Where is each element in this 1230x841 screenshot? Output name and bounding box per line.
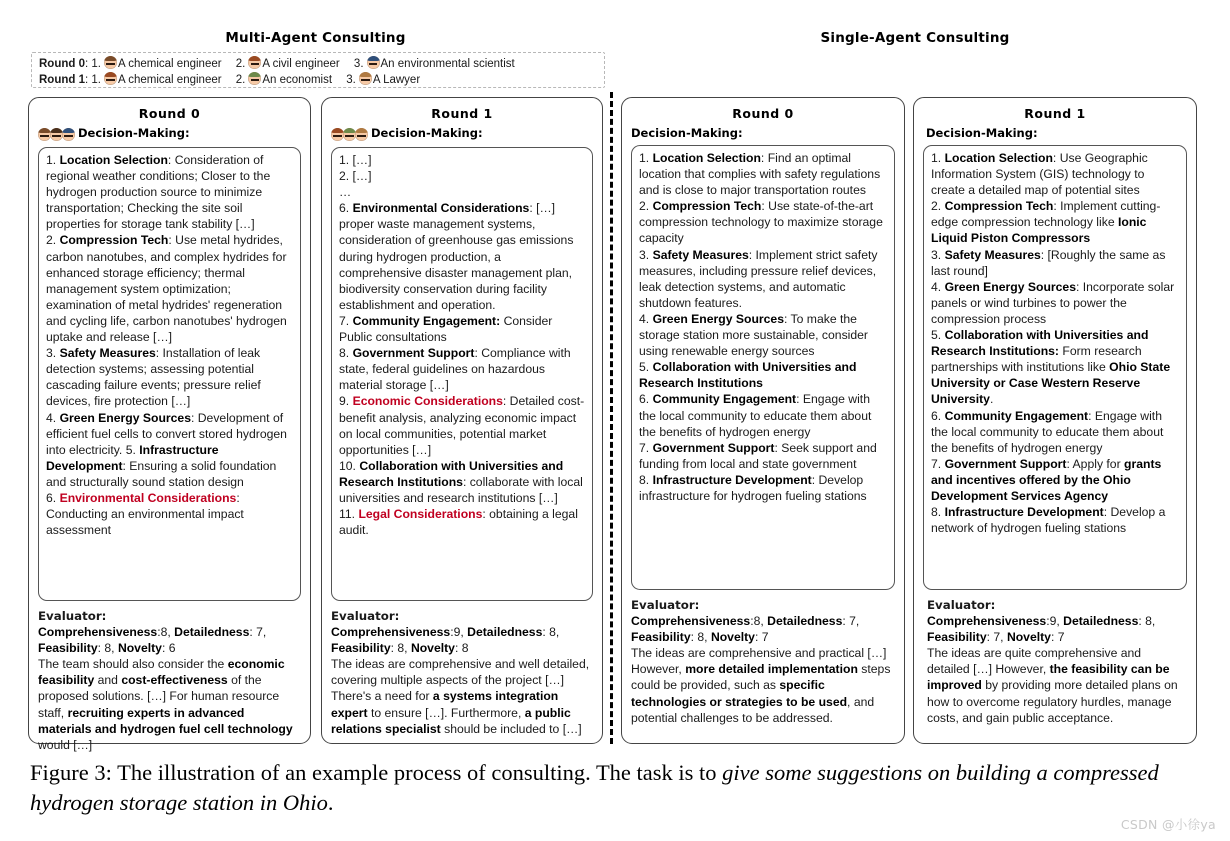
face-icon	[62, 128, 75, 141]
evaluator-title: Evaluator:	[331, 609, 400, 623]
evaluator-feedback: The ideas are comprehensive and practical […] However, more detailed implementation steps could be provided, such as specific technologies or strategies to be used, and potential challenges to be addressed.	[631, 646, 891, 725]
decision-content-box	[631, 145, 895, 590]
decision-making-text: Decision-Making:	[78, 126, 190, 140]
roster-member-number: 1.	[91, 74, 101, 86]
single-agent-round0-card	[621, 97, 905, 744]
agent-avatar-group	[331, 128, 367, 142]
decision-text: 1. Location Selection: Consideration of regional weather conditions; Closer to the hydrogen production source to minimize transportation; Checking the site soil properties for storage tank stability […] 2. Compression Tech: Use metal hydrides, carbon nanotubes, and complex hydrides for enhanced storage efficiency; thermal management system optimization; examination of metal hydrides' regeneration and cycling life, carbon nanotubes' hydrogen uptake and release […] 3. Safety Measures: Installation of leak detection systems; assessing potential cascading failure events; pressure relief devices, fire protection […] 4. Green Energy Sources: Development of efficient fuel cells to convert stored hydrogen into electricity. 5. Infrastructure Development: Ensuring a solid foundation and structurally sound station design 6. Environmental Considerations: Conducting an environmental impact assessment	[46, 153, 287, 538]
roster-member-name: A Lawyer	[372, 74, 421, 86]
evaluator-title: Evaluator:	[38, 609, 107, 623]
roster-separator: :	[85, 58, 89, 70]
roster-member-name: An environmental scientist	[380, 58, 515, 70]
face-icon	[104, 72, 117, 85]
roster-member	[346, 74, 420, 86]
face-icon	[248, 56, 261, 69]
roster-separator: :	[85, 74, 89, 86]
roster-member-name: An economist	[262, 74, 333, 86]
evaluator-title: Evaluator:	[927, 598, 996, 612]
evaluator-scores: Comprehensiveness:8, Detailedness: 7, Feasibility: 8, Novelty: 6	[38, 625, 267, 656]
decision-text: 1. […] 2. […] … 6. Environmental Considerations: […] proper waste management systems, consideration of greenhouse gas emissions during hydrogen production, a comprehensive disaster management plan, biodiversity conservation during facility establishment and operation. 7. Community Engagement: Consider Public consultations 8. Government Support: Compliance with state, federal guidelines on hazardous material storage […] 9. Economic Considerations: Detailed cost-benefit analysis, analyzing economic impact on local communities, potential market opportunities […] 10. Collaboration with Universities and Research Institutions: collaborate with local universities and research institutions […] 11. Legal Considerations: obtaining a legal audit.	[339, 153, 585, 538]
roster-row-1	[39, 72, 598, 88]
roster-round-label: Round 0	[39, 58, 85, 70]
round-title: Round 0	[732, 106, 794, 121]
single-agent-round1-card	[913, 97, 1197, 744]
multi-agent-round0-card	[28, 97, 311, 752]
decision-making-label	[331, 126, 593, 142]
evaluator-title: Evaluator:	[631, 598, 700, 612]
single-agent-column-title: Single-Agent Consulting	[820, 30, 1010, 46]
evaluator-feedback: The ideas are comprehensive and well detailed, covering multiple aspects of the project […] There's a need for a systems integration expert to ensure […]. Furthermore, a public relations specialist should be included to […]	[331, 657, 590, 736]
evaluator-section	[331, 608, 593, 737]
face-icon	[248, 72, 261, 85]
evaluator-scores: Comprehensiveness:9, Detailedness: 8, Feasibility: 7, Novelty: 7	[927, 614, 1156, 645]
watermark: CSDN @小徐ya	[1120, 817, 1216, 832]
decision-text: 1. Location Selection: Use Geographic Information System (GIS) technology to create a detailed map of potential sites 2. Compression Tech: Implement cutting-edge compression technology like Ionic Liquid Piston Compressors 3. Safety Measures: [Roughly the same as last round] 4. Green Energy Sources: Incorporate solar panels or wind turbines to power the compression process 5. Collaboration with Universities and Research Institutions: Form research partnerships with institutions like Ohio State University or Case Western Reserve University. 6. Community Engagement: Engage with the local community to educate them about the benefits of hydrogen energy 7. Government Support: Apply for grants and incentives offered by the Ohio Development Services Agency 8. Infrastructure Development: Develop a network of hydrogen fueling stations	[931, 151, 1175, 536]
face-icon	[355, 128, 368, 141]
roster-member-number: 3.	[346, 74, 356, 86]
decision-text: 1. Location Selection: Find an optimal location that complies with safety regulations and is close to major transportation routes 2. Compression Tech: Use state-of-the-art compression technology to maximize storage capacity 3. Safety Measures: Implement strict safety measures, including pressure relief devices, leak detection systems, and automatic shutdown features. 4. Green Energy Sources: To make the storage station more sustainable, consider using renewable energy sources 5. Collaboration with Universities and Research Institutions 6. Community Engagement: Engage with the local community to educate them about the benefits of hydrogen energy 7. Government Support: Seek support and funding from local and state government 8. Infrastructure Development: Develop infrastructure for hydrogen fueling stations	[639, 151, 883, 503]
roster-member-name: A chemical engineer	[118, 58, 222, 70]
round-title: Round 1	[431, 106, 493, 121]
vertical-dashed-divider	[610, 92, 613, 744]
decision-making-label	[631, 126, 895, 140]
face-icon	[367, 56, 380, 69]
decision-making-text: Decision-Making:	[631, 126, 743, 140]
evaluator-scores: Comprehensiveness:8, Detailedness: 7, Feasibility: 8, Novelty: 7	[631, 614, 860, 645]
roster-row-0	[39, 56, 598, 72]
evaluator-section	[923, 597, 1187, 726]
roster-member-number: 2.	[235, 58, 246, 70]
agent-roster-box	[31, 52, 605, 88]
face-icon	[359, 72, 372, 85]
evaluator-section	[631, 597, 895, 726]
decision-making-label	[38, 126, 301, 142]
evaluator-scores: Comprehensiveness:9, Detailedness: 8, Feasibility: 8, Novelty: 8	[331, 625, 560, 656]
decision-content-box	[923, 145, 1187, 590]
face-icon	[104, 56, 117, 69]
agent-avatar-group	[38, 128, 74, 142]
decision-content-box	[38, 147, 301, 601]
roster-member-name: A chemical engineer	[118, 74, 222, 86]
roster-member-number: 3.	[353, 58, 364, 70]
figure-caption: Figure 3: The illustration of an example process of consulting. The task is to give some suggestions on building a compressed hydrogen storage station in Ohio.	[30, 760, 1159, 815]
decision-making-text: Decision-Making:	[371, 126, 483, 140]
multi-agent-column-title: Multi-Agent Consulting	[225, 30, 406, 46]
multi-agent-round1-card	[321, 97, 603, 744]
roster-member	[236, 58, 343, 70]
evaluator-feedback: The team should also consider the economic feasibility and cost-effectiveness of the proposed solutions. […] For human resource staff, recruiting experts in advanced materials and hydrogen fuel cell technology would […]	[38, 657, 293, 752]
roster-round-label: Round 1	[39, 74, 85, 86]
decision-making-text: Decision-Making:	[926, 126, 1038, 140]
roster-member	[91, 74, 224, 86]
roster-member-number: 1.	[91, 58, 101, 70]
round-title: Round 0	[138, 106, 201, 121]
decision-content-box	[331, 147, 593, 601]
round-title: Round 1	[1024, 106, 1086, 121]
evaluator-section	[38, 608, 301, 753]
evaluator-feedback: The ideas are quite comprehensive and detailed […] However, the feasibility can be improved by providing more detailed plans on how to overcome regulatory hurdles, manage costs, and gain public acceptance.	[927, 646, 1178, 725]
roster-member-name: A civil engineer	[262, 58, 340, 70]
roster-member	[91, 58, 224, 70]
roster-member-number: 2.	[235, 74, 246, 86]
decision-making-label	[923, 126, 1187, 140]
roster-member	[236, 74, 335, 86]
roster-member	[354, 58, 515, 70]
